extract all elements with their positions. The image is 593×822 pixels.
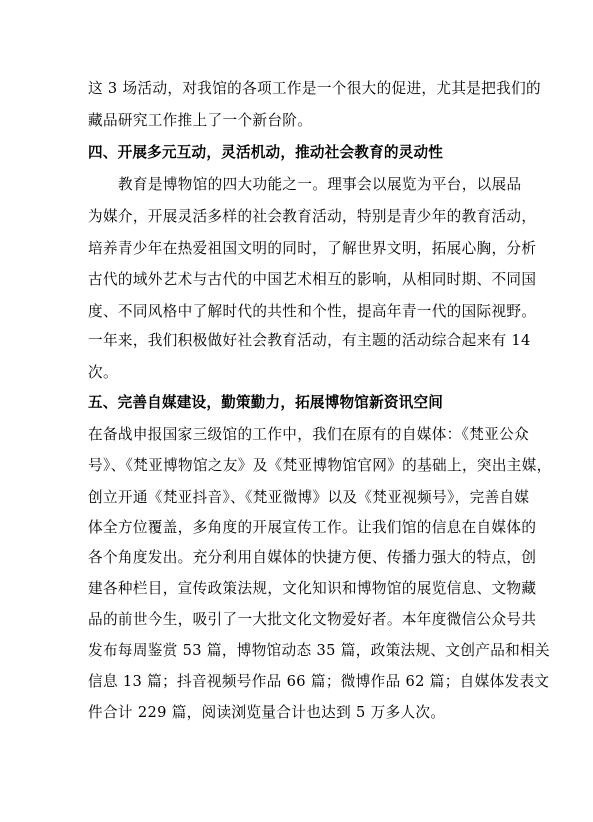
body-text-line: 在备战申报国家三级馆的工作中，我们在原有的自媒体：《梵亚公众 xyxy=(88,426,530,443)
body-text-line: 建各种栏目，宣传政策法规，文化知识和博物馆的展览信息、文物藏 xyxy=(88,580,537,597)
body-text-line: 发布每周鉴赏 53 篇，博物馆动态 35 篇，政策法规、文创产品和相关 xyxy=(88,642,550,659)
section-heading-5: 五、完善自媒建设，勤策勤力，拓展博物馆新资讯空间 xyxy=(88,394,444,411)
body-text-line: 培养青少年在热爱祖国文明的同时，了解世界文明，拓展心胸，分析 xyxy=(88,240,537,257)
body-text-line: 体全方位覆盖，多角度的开展宣传工作。让我们馆的信息在自媒体的 xyxy=(88,519,537,536)
body-text-line: 藏品研究工作推上了一个新台阶。 xyxy=(88,112,313,129)
body-text-line: 创立开通《梵亚抖音》、《梵亚微博》以及《梵亚视频号》，完善自媒 xyxy=(88,489,530,506)
section-heading-4: 四、开展多元互动，灵活机动，推动社会教育的灵动性 xyxy=(88,144,444,161)
body-text-line: 古代的域外艺术与古代的中国艺术相互的影响，从相同时期、不同国 xyxy=(88,271,537,288)
body-text-line: 教育是博物馆的四大功能之一。理事会以展览为平台，以展品 xyxy=(118,176,522,193)
body-text-line: 号》、《梵亚博物馆之友》及《梵亚博物馆官网》的基础上，突出主媒， xyxy=(88,457,552,474)
body-text-line: 度、不同风格中了解时代的共性和个性，提高年青一代的国际视野。 xyxy=(88,303,537,320)
body-text-line: 件合计 229 篇，阅读浏览量合计也达到 5 万多人次。 xyxy=(88,704,446,721)
body-text-line: 这 3 场活动，对我馆的各项工作是一个很大的促进，尤其是把我们的 xyxy=(88,80,541,97)
body-text-line: 一年来，我们积极做好社会教育活动，有主题的活动综合起来有 14 xyxy=(88,332,531,349)
body-text-line: 品的前世今生，吸引了一大批文化文物爱好者。本年度微信公众号共 xyxy=(88,611,537,628)
body-text-line: 信息 13 篇；抖音视频号作品 66 篇；微博作品 62 篇；自媒体发表文 xyxy=(88,673,550,690)
body-text-line: 次。 xyxy=(88,364,118,381)
body-text-line: 为媒介，开展灵活多样的社会教育活动，特别是青少年的教育活动， xyxy=(88,208,537,225)
body-text-line: 各个角度发出。充分利用自媒体的快捷方便、传播力强大的特点，创 xyxy=(88,549,537,566)
